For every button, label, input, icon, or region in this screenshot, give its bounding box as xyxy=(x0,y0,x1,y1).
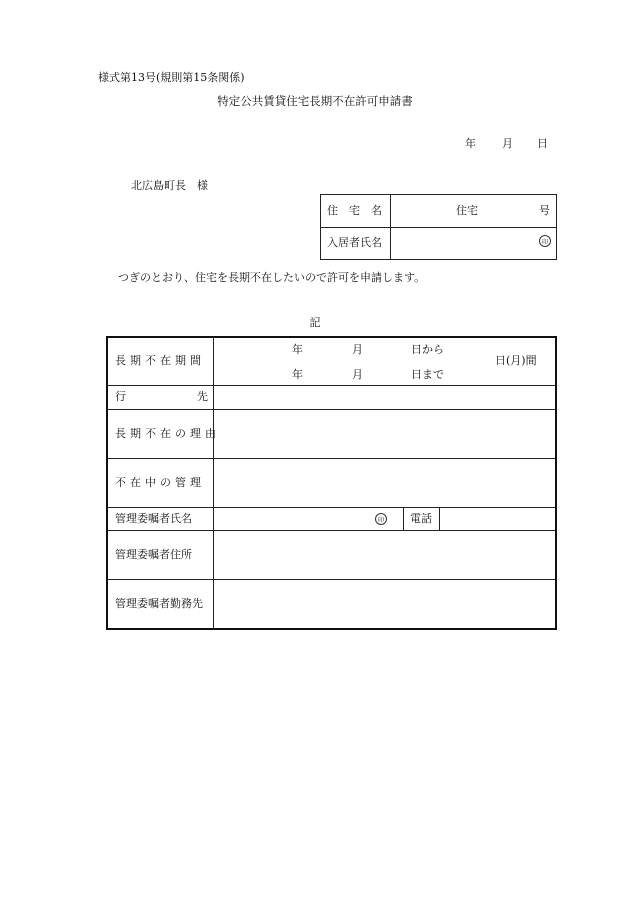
from-day: 日から xyxy=(411,343,444,356)
period-label: 長期不在期間 xyxy=(115,354,205,367)
destination-label-2: 先 xyxy=(197,390,208,403)
date-year: 年 xyxy=(465,137,476,150)
intro-text: つぎのとおり、住宅を長期不在したいので許可を申請します。 xyxy=(118,271,426,284)
number-word: 号 xyxy=(539,204,550,217)
delegate-workplace-label: 管理委嘱者勤務先 xyxy=(115,597,203,610)
date-day: 日 xyxy=(537,137,548,150)
to-year: 年 xyxy=(292,368,303,381)
management-label: 不在中の管理 xyxy=(115,476,205,489)
delegate-address-label: 管理委嘱者住所 xyxy=(115,548,192,561)
seal-mark-delegate: 印 xyxy=(375,513,387,525)
reason-label: 長期不在の理由 xyxy=(115,427,220,440)
to-month: 月 xyxy=(352,368,363,381)
from-month: 月 xyxy=(352,343,363,356)
phone-divider-left xyxy=(403,507,404,530)
phone-divider-right xyxy=(439,507,440,530)
label-column-divider xyxy=(213,338,214,628)
document-title: 特定公共賃貸住宅長期不在許可申請書 xyxy=(217,94,413,108)
ki-heading: 記 xyxy=(309,316,321,329)
residence-word: 住宅 xyxy=(456,204,478,217)
row-divider xyxy=(108,530,555,531)
from-year: 年 xyxy=(292,343,303,356)
row-divider xyxy=(108,409,555,410)
applicant-divider-horizontal xyxy=(321,227,556,228)
addressee: 北広島町長 様 xyxy=(131,179,208,192)
row-divider xyxy=(108,507,555,508)
date-month: 月 xyxy=(502,137,513,150)
to-day: 日まで xyxy=(411,368,444,381)
duration-label: 日(月)間 xyxy=(495,354,537,367)
form-number: 様式第13号(規則第15条関係) xyxy=(98,71,245,84)
occupant-label: 入居者氏名 xyxy=(327,236,382,249)
residence-label: 住 宅 名 xyxy=(327,204,382,217)
destination-label-1: 行 xyxy=(115,390,126,403)
phone-label: 電話 xyxy=(410,512,432,525)
row-divider xyxy=(108,385,555,386)
applicant-box xyxy=(320,194,557,260)
seal-mark-applicant: 印 xyxy=(539,235,551,247)
delegate-name-label: 管理委嘱者氏名 xyxy=(115,512,192,525)
row-divider xyxy=(108,458,555,459)
application-table xyxy=(106,336,557,630)
row-divider xyxy=(108,579,555,580)
